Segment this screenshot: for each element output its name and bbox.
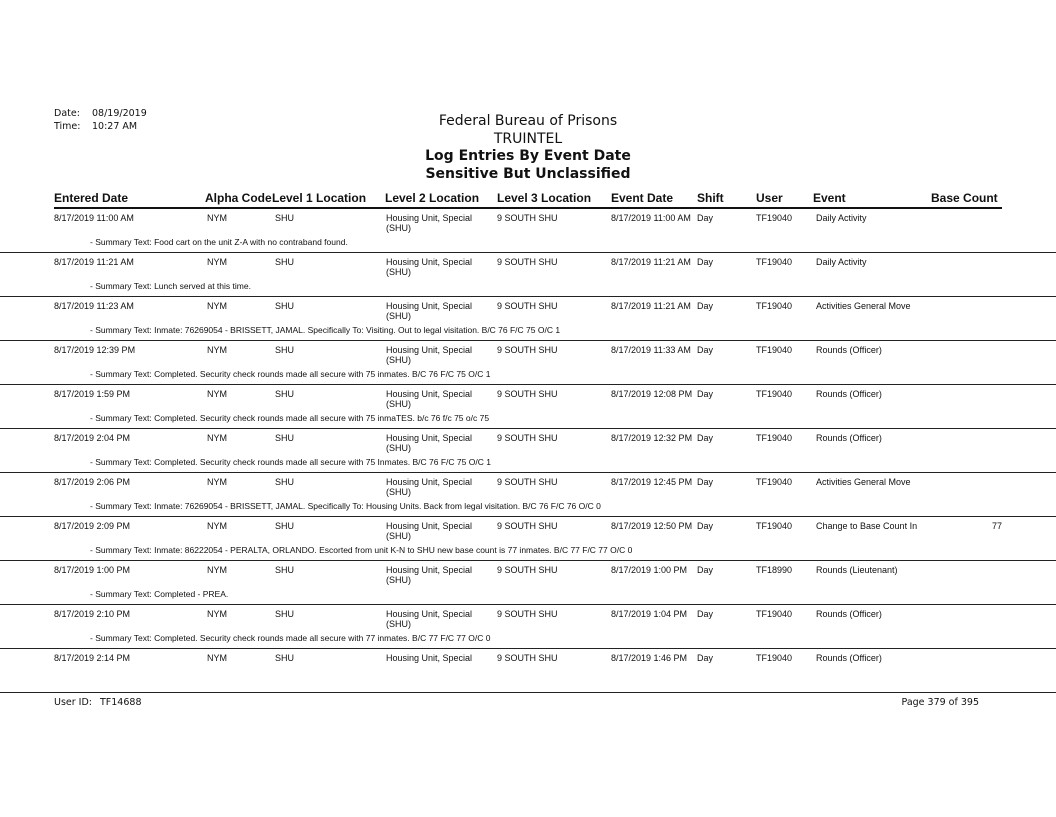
level2-location-cell: Housing Unit, Special bbox=[386, 653, 473, 663]
alpha-code-cell: NYM bbox=[207, 345, 227, 355]
table-row bbox=[0, 561, 1056, 605]
col-event-date: Event Date bbox=[611, 191, 674, 205]
event-date-cell: 8/17/2019 1:00 PM bbox=[611, 565, 688, 575]
col-level3-location: Level 3 Location bbox=[497, 191, 592, 205]
level1-location-cell: SHU bbox=[275, 345, 295, 355]
alpha-code-cell: NYM bbox=[207, 389, 227, 399]
event-cell: Daily Activity bbox=[816, 213, 867, 223]
shift-cell: Day bbox=[697, 521, 714, 531]
report-title: Log Entries By Event Date bbox=[425, 148, 631, 164]
time-label: Time: bbox=[54, 121, 81, 132]
event-cell: Rounds (Officer) bbox=[816, 653, 882, 663]
col-level2-location: Level 2 Location bbox=[385, 191, 480, 205]
alpha-code-cell: NYM bbox=[207, 213, 227, 223]
level1-location-cell: SHU bbox=[275, 301, 295, 311]
user-cell: TF19040 bbox=[756, 301, 793, 311]
time-value: 10:27 AM bbox=[92, 121, 138, 132]
shift-cell: Day bbox=[697, 345, 714, 355]
event-date-cell: 8/17/2019 11:21 AM bbox=[611, 257, 691, 267]
user-cell: TF19040 bbox=[756, 477, 793, 487]
event-cell: Rounds (Officer) bbox=[816, 433, 882, 443]
level2-location-cell: Housing Unit, Special (SHU) bbox=[386, 433, 473, 453]
table-row bbox=[0, 297, 1056, 341]
entered-date-cell: 8/17/2019 2:04 PM bbox=[54, 433, 131, 443]
alpha-code-cell: NYM bbox=[207, 477, 227, 487]
level1-location-cell: SHU bbox=[275, 477, 295, 487]
col-user: User bbox=[756, 191, 783, 205]
entered-date-cell: 8/17/2019 11:21 AM bbox=[54, 257, 134, 267]
shift-cell: Day bbox=[697, 389, 714, 399]
level1-location-cell: SHU bbox=[275, 213, 295, 223]
page-number: Page 379 of 395 bbox=[901, 697, 979, 708]
entered-date-cell: 8/17/2019 12:39 PM bbox=[54, 345, 136, 355]
level3-location-cell: 9 SOUTH SHU bbox=[497, 213, 558, 223]
entered-date-cell: 8/17/2019 11:23 AM bbox=[54, 301, 134, 311]
summary-text: - Summary Text: Completed. Security check rounds made all secure with 77 inmates. B/C 77 F/C 77 O/C 0 bbox=[90, 633, 491, 643]
summary-text: - Summary Text: Inmate: 76269054 - BRISSETT, JAMAL. Specifically To: Housing Units. Back from legal visitation. B/C 76 F/C 76 O/C 0 bbox=[90, 501, 601, 511]
level2-location-cell: Housing Unit, Special (SHU) bbox=[386, 345, 473, 365]
event-cell: Activities General Move bbox=[816, 301, 911, 311]
event-cell: Rounds (Lieutenant) bbox=[816, 565, 898, 575]
summary-text: - Summary Text: Lunch served at this time. bbox=[90, 281, 251, 291]
level2-location-cell: Housing Unit, Special (SHU) bbox=[386, 565, 473, 585]
table-row bbox=[0, 429, 1056, 473]
level3-location-cell: 9 SOUTH SHU bbox=[497, 521, 558, 531]
user-cell: TF19040 bbox=[756, 433, 793, 443]
shift-cell: Day bbox=[697, 257, 714, 267]
user-cell: TF19040 bbox=[756, 213, 793, 223]
event-cell: Daily Activity bbox=[816, 257, 867, 267]
summary-text: - Summary Text: Food cart on the unit Z-A with no contraband found. bbox=[90, 237, 348, 247]
event-date-cell: 8/17/2019 1:04 PM bbox=[611, 609, 688, 619]
level1-location-cell: SHU bbox=[275, 609, 295, 619]
report-titles bbox=[345, 113, 711, 183]
level2-location-cell: Housing Unit, Special (SHU) bbox=[386, 213, 473, 233]
user-cell: TF19040 bbox=[756, 389, 793, 399]
agency-title: Federal Bureau of Prisons bbox=[438, 113, 618, 129]
level2-location-cell: Housing Unit, Special (SHU) bbox=[386, 389, 473, 409]
shift-cell: Day bbox=[697, 653, 714, 663]
level2-location-cell: Housing Unit, Special (SHU) bbox=[386, 301, 473, 321]
report-date bbox=[54, 108, 147, 119]
event-date-cell: 8/17/2019 12:50 PM bbox=[611, 521, 693, 531]
event-date-cell: 8/17/2019 12:45 PM bbox=[611, 477, 693, 487]
shift-cell: Day bbox=[697, 433, 714, 443]
user-id-label: User ID: bbox=[54, 697, 92, 708]
level2-location-cell: Housing Unit, Special (SHU) bbox=[386, 477, 473, 497]
level1-location-cell: SHU bbox=[275, 389, 295, 399]
table-row bbox=[0, 517, 1056, 561]
user-cell: TF19040 bbox=[756, 609, 793, 619]
shift-cell: Day bbox=[697, 213, 714, 223]
alpha-code-cell: NYM bbox=[207, 257, 227, 267]
date-label: Date: bbox=[54, 108, 80, 119]
summary-text: - Summary Text: Completed - PREA. bbox=[90, 589, 229, 599]
level3-location-cell: 9 SOUTH SHU bbox=[497, 301, 558, 311]
level3-location-cell: 9 SOUTH SHU bbox=[497, 565, 558, 575]
user-cell: TF19040 bbox=[756, 257, 793, 267]
entered-date-cell: 8/17/2019 2:06 PM bbox=[54, 477, 131, 487]
entered-date-cell: 8/17/2019 2:14 PM bbox=[54, 653, 131, 663]
footer-user bbox=[54, 697, 142, 708]
col-entered-date: Entered Date bbox=[54, 191, 129, 205]
summary-text: - Summary Text: Completed. Security check rounds made all secure with 75 Inmates. B/C 76 F/C 75 O/C 1 bbox=[90, 457, 491, 467]
user-cell: TF18990 bbox=[756, 565, 793, 575]
event-cell: Rounds (Officer) bbox=[816, 345, 882, 355]
col-alpha-code: Alpha Code bbox=[205, 191, 272, 205]
table-row bbox=[0, 649, 1056, 693]
summary-text: - Summary Text: Completed. Security check rounds made all secure with 75 inmates. B/C 76 F/C 75 O/C 1 bbox=[90, 369, 491, 379]
event-date-cell: 8/17/2019 12:08 PM bbox=[611, 389, 693, 399]
table-row bbox=[0, 209, 1056, 253]
system-title: TRUINTEL bbox=[493, 130, 563, 147]
classification-title: Sensitive But Unclassified bbox=[425, 165, 631, 182]
alpha-code-cell: NYM bbox=[207, 653, 227, 663]
user-cell: TF19040 bbox=[756, 521, 793, 531]
entered-date-cell: 8/17/2019 2:09 PM bbox=[54, 521, 131, 531]
event-date-cell: 8/17/2019 11:33 AM bbox=[611, 345, 691, 355]
event-cell: Activities General Move bbox=[816, 477, 911, 487]
base-count-cell: 77 bbox=[991, 521, 1002, 531]
table-row bbox=[0, 473, 1056, 517]
level2-location-cell: Housing Unit, Special (SHU) bbox=[386, 609, 473, 629]
shift-cell: Day bbox=[697, 609, 714, 619]
level1-location-cell: SHU bbox=[275, 433, 295, 443]
level3-location-cell: 9 SOUTH SHU bbox=[497, 653, 558, 663]
event-date-cell: 8/17/2019 11:00 AM bbox=[611, 213, 691, 223]
level1-location-cell: SHU bbox=[275, 565, 295, 575]
user-id-value: TF14688 bbox=[100, 697, 142, 708]
event-date-cell: 8/17/2019 12:32 PM bbox=[611, 433, 693, 443]
table-row bbox=[0, 605, 1056, 649]
level3-location-cell: 9 SOUTH SHU bbox=[497, 389, 558, 399]
level1-location-cell: SHU bbox=[275, 257, 295, 267]
table-row bbox=[0, 341, 1056, 385]
level2-location-cell: Housing Unit, Special (SHU) bbox=[386, 521, 473, 541]
level1-location-cell: SHU bbox=[275, 521, 295, 531]
date-value: 08/19/2019 bbox=[92, 108, 147, 119]
level3-location-cell: 9 SOUTH SHU bbox=[497, 433, 558, 443]
col-event: Event bbox=[813, 191, 846, 205]
summary-text: - Summary Text: Completed. Security check rounds made all secure with 75 inmaTES. b/c 76 f/c 75 o/c 75 bbox=[90, 413, 490, 423]
alpha-code-cell: NYM bbox=[207, 301, 227, 311]
summary-text: - Summary Text: Inmate: 86222054 - PERALTA, ORLANDO. Escorted from unit K-N to SHU new base count is 77 inmates. B/C 77 F/C 77 O/C 0 bbox=[90, 545, 633, 555]
shift-cell: Day bbox=[697, 477, 714, 487]
level3-location-cell: 9 SOUTH SHU bbox=[497, 609, 558, 619]
alpha-code-cell: NYM bbox=[207, 433, 227, 443]
entered-date-cell: 8/17/2019 1:00 PM bbox=[54, 565, 131, 575]
event-date-cell: 8/17/2019 1:46 PM bbox=[611, 653, 688, 663]
event-date-cell: 8/17/2019 11:21 AM bbox=[611, 301, 691, 311]
alpha-code-cell: NYM bbox=[207, 521, 227, 531]
table-row bbox=[0, 253, 1056, 297]
user-cell: TF19040 bbox=[756, 653, 793, 663]
shift-cell: Day bbox=[697, 565, 714, 575]
entered-date-cell: 8/17/2019 2:10 PM bbox=[54, 609, 131, 619]
event-cell: Rounds (Officer) bbox=[816, 609, 882, 619]
table-row bbox=[0, 385, 1056, 429]
event-cell: Rounds (Officer) bbox=[816, 389, 882, 399]
col-base-count: Base Count bbox=[931, 191, 998, 205]
level3-location-cell: 9 SOUTH SHU bbox=[497, 345, 558, 355]
entered-date-cell: 8/17/2019 1:59 PM bbox=[54, 389, 131, 399]
level2-location-cell: Housing Unit, Special (SHU) bbox=[386, 257, 473, 277]
log-entries bbox=[0, 209, 1056, 693]
level3-location-cell: 9 SOUTH SHU bbox=[497, 257, 558, 267]
level1-location-cell: SHU bbox=[275, 653, 295, 663]
report-time bbox=[54, 121, 137, 132]
alpha-code-cell: NYM bbox=[207, 609, 227, 619]
summary-text: - Summary Text: Inmate: 76269054 - BRISSETT, JAMAL. Specifically To: Visiting. Out to legal visitation. B/C 76 F/C 75 O/C 1 bbox=[90, 325, 561, 335]
shift-cell: Day bbox=[697, 301, 714, 311]
alpha-code-cell: NYM bbox=[207, 565, 227, 575]
event-cell: Change to Base Count In bbox=[816, 521, 918, 531]
entered-date-cell: 8/17/2019 11:00 AM bbox=[54, 213, 134, 223]
user-cell: TF19040 bbox=[756, 345, 793, 355]
col-shift: Shift bbox=[697, 191, 724, 205]
level3-location-cell: 9 SOUTH SHU bbox=[497, 477, 558, 487]
col-level1-location: Level 1 Location bbox=[272, 191, 367, 205]
